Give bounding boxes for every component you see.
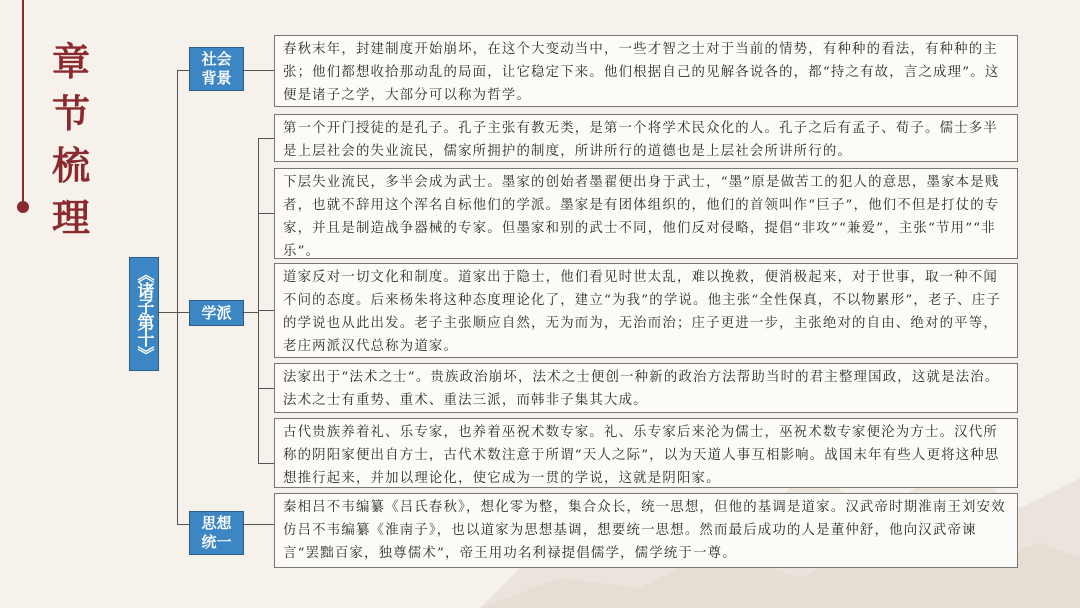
connector-line xyxy=(157,312,177,313)
content-box-legalism: 法家出于“法术之士”。贵族政治崩坏，法术之士便创一种新的政治方法帮助当时的君主整理国政，这就是法治。法术之士有重势、重术、重法三派，而韩非子集其大成。 xyxy=(274,363,1018,413)
section-title-char: 节 xyxy=(51,91,90,136)
title-accent-line xyxy=(22,0,24,205)
connector-line xyxy=(258,463,274,464)
content-box-confucianism: 第一个开门授徒的是孔子。孔子主张有教无类，是第一个将学术民众化的人。孔子之后有孟子、荀子。儒士多半是上层社会的失业流民，儒家所拥护的制度，所讲所行的道德也是上层社会所讲所行的。 xyxy=(274,114,1018,162)
section-title-char: 梳 xyxy=(51,143,90,188)
connector-line xyxy=(177,524,189,525)
connector-line xyxy=(177,312,189,313)
category-thought-unification: 思想 统一 xyxy=(189,511,244,555)
connector-line xyxy=(177,70,189,71)
book-title-box: 《诸子第十》 xyxy=(129,257,159,371)
category-social-background: 社会 背景 xyxy=(189,47,244,91)
content-box-taoism: 道家反对一切文化和制度。道家出于隐士，他们看见时世太乱，难以挽救，便消极起来，对于世事，取一种不闻不问的态度。后来杨朱将这种态度理论化了，建立“为我”的学说。他主张“全性保真，不以物累形”，老子、庄子的学说也从此出发。老子主张顺应自然，无为而为，无治而治；庄子更进一步，主张绝对的自由、绝对的平等，老庄两派汉代总称为道家。 xyxy=(274,263,1018,358)
connector-line xyxy=(242,524,274,525)
content-box-mohism: 下层失业流民，多半会成为武士。墨家的创始者墨翟便出身于武士，“墨”原是做苦工的犯人的意思，墨家本是贱者，也就不辞用这个浑名自标他们的学派。墨家是有团体组织的，他们的首领叫作“巨子”，他们不但是打仗的专家，并且是制造战争器械的专家。但墨家和别的武士不同，他们反对侵略，提倡“非攻”“兼爱”，主张“节用”“非乐”。 xyxy=(274,168,1018,259)
content-box-unification: 秦相吕不韦编纂《吕氏春秋》，想化零为整，集合众长，统一思想，但他的基调是道家。汉武帝时期淮南王刘安效仿吕不韦编纂《淮南子》，也以道家为思想基调，想要统一思想。然而最后成功的人是董仲舒，他向汉武帝谏言“罢黜百家，独尊儒术”，帝王用功名利禄提倡儒学，儒学统于一尊。 xyxy=(274,493,1018,568)
content-box-social-background: 春秋末年，封建制度开始崩坏，在这个大变动当中，一些才智之士对于当前的情势，有种种的看法，有种种的主张；他们都想收拾那动乱的局面，让它稳定下来。他们根据自己的见解各说各的，都“持之有故，言之成理”。这便是诸子之学，大部分可以称为哲学。 xyxy=(274,35,1018,107)
connector-line xyxy=(258,213,274,214)
connector-line xyxy=(258,138,274,139)
connector-line xyxy=(258,310,274,311)
connector-line xyxy=(258,388,274,389)
section-title xyxy=(46,36,96,244)
section-title-char: 理 xyxy=(51,195,90,240)
section-title-char: 章 xyxy=(51,39,90,84)
title-accent-dot xyxy=(17,201,29,213)
connector-line xyxy=(177,70,178,524)
connector-line xyxy=(242,70,274,71)
category-schools: 学派 xyxy=(189,300,244,326)
connector-line xyxy=(242,312,258,313)
connector-line xyxy=(258,138,259,463)
content-box-yin-yang: 古代贵族养着礼、乐专家，也养着巫祝术数专家。礼、乐专家后来沦为儒士，巫祝术数专家便沦为方士。汉代所称的阴阳家便出自方士，古代术数注意于所谓“天人之际”，以为天道人事互相影响。战国末年有些人更将这种思想推行起来，并加以理论化，使它成为一贯的学说，这就是阴阳家。 xyxy=(274,418,1018,488)
